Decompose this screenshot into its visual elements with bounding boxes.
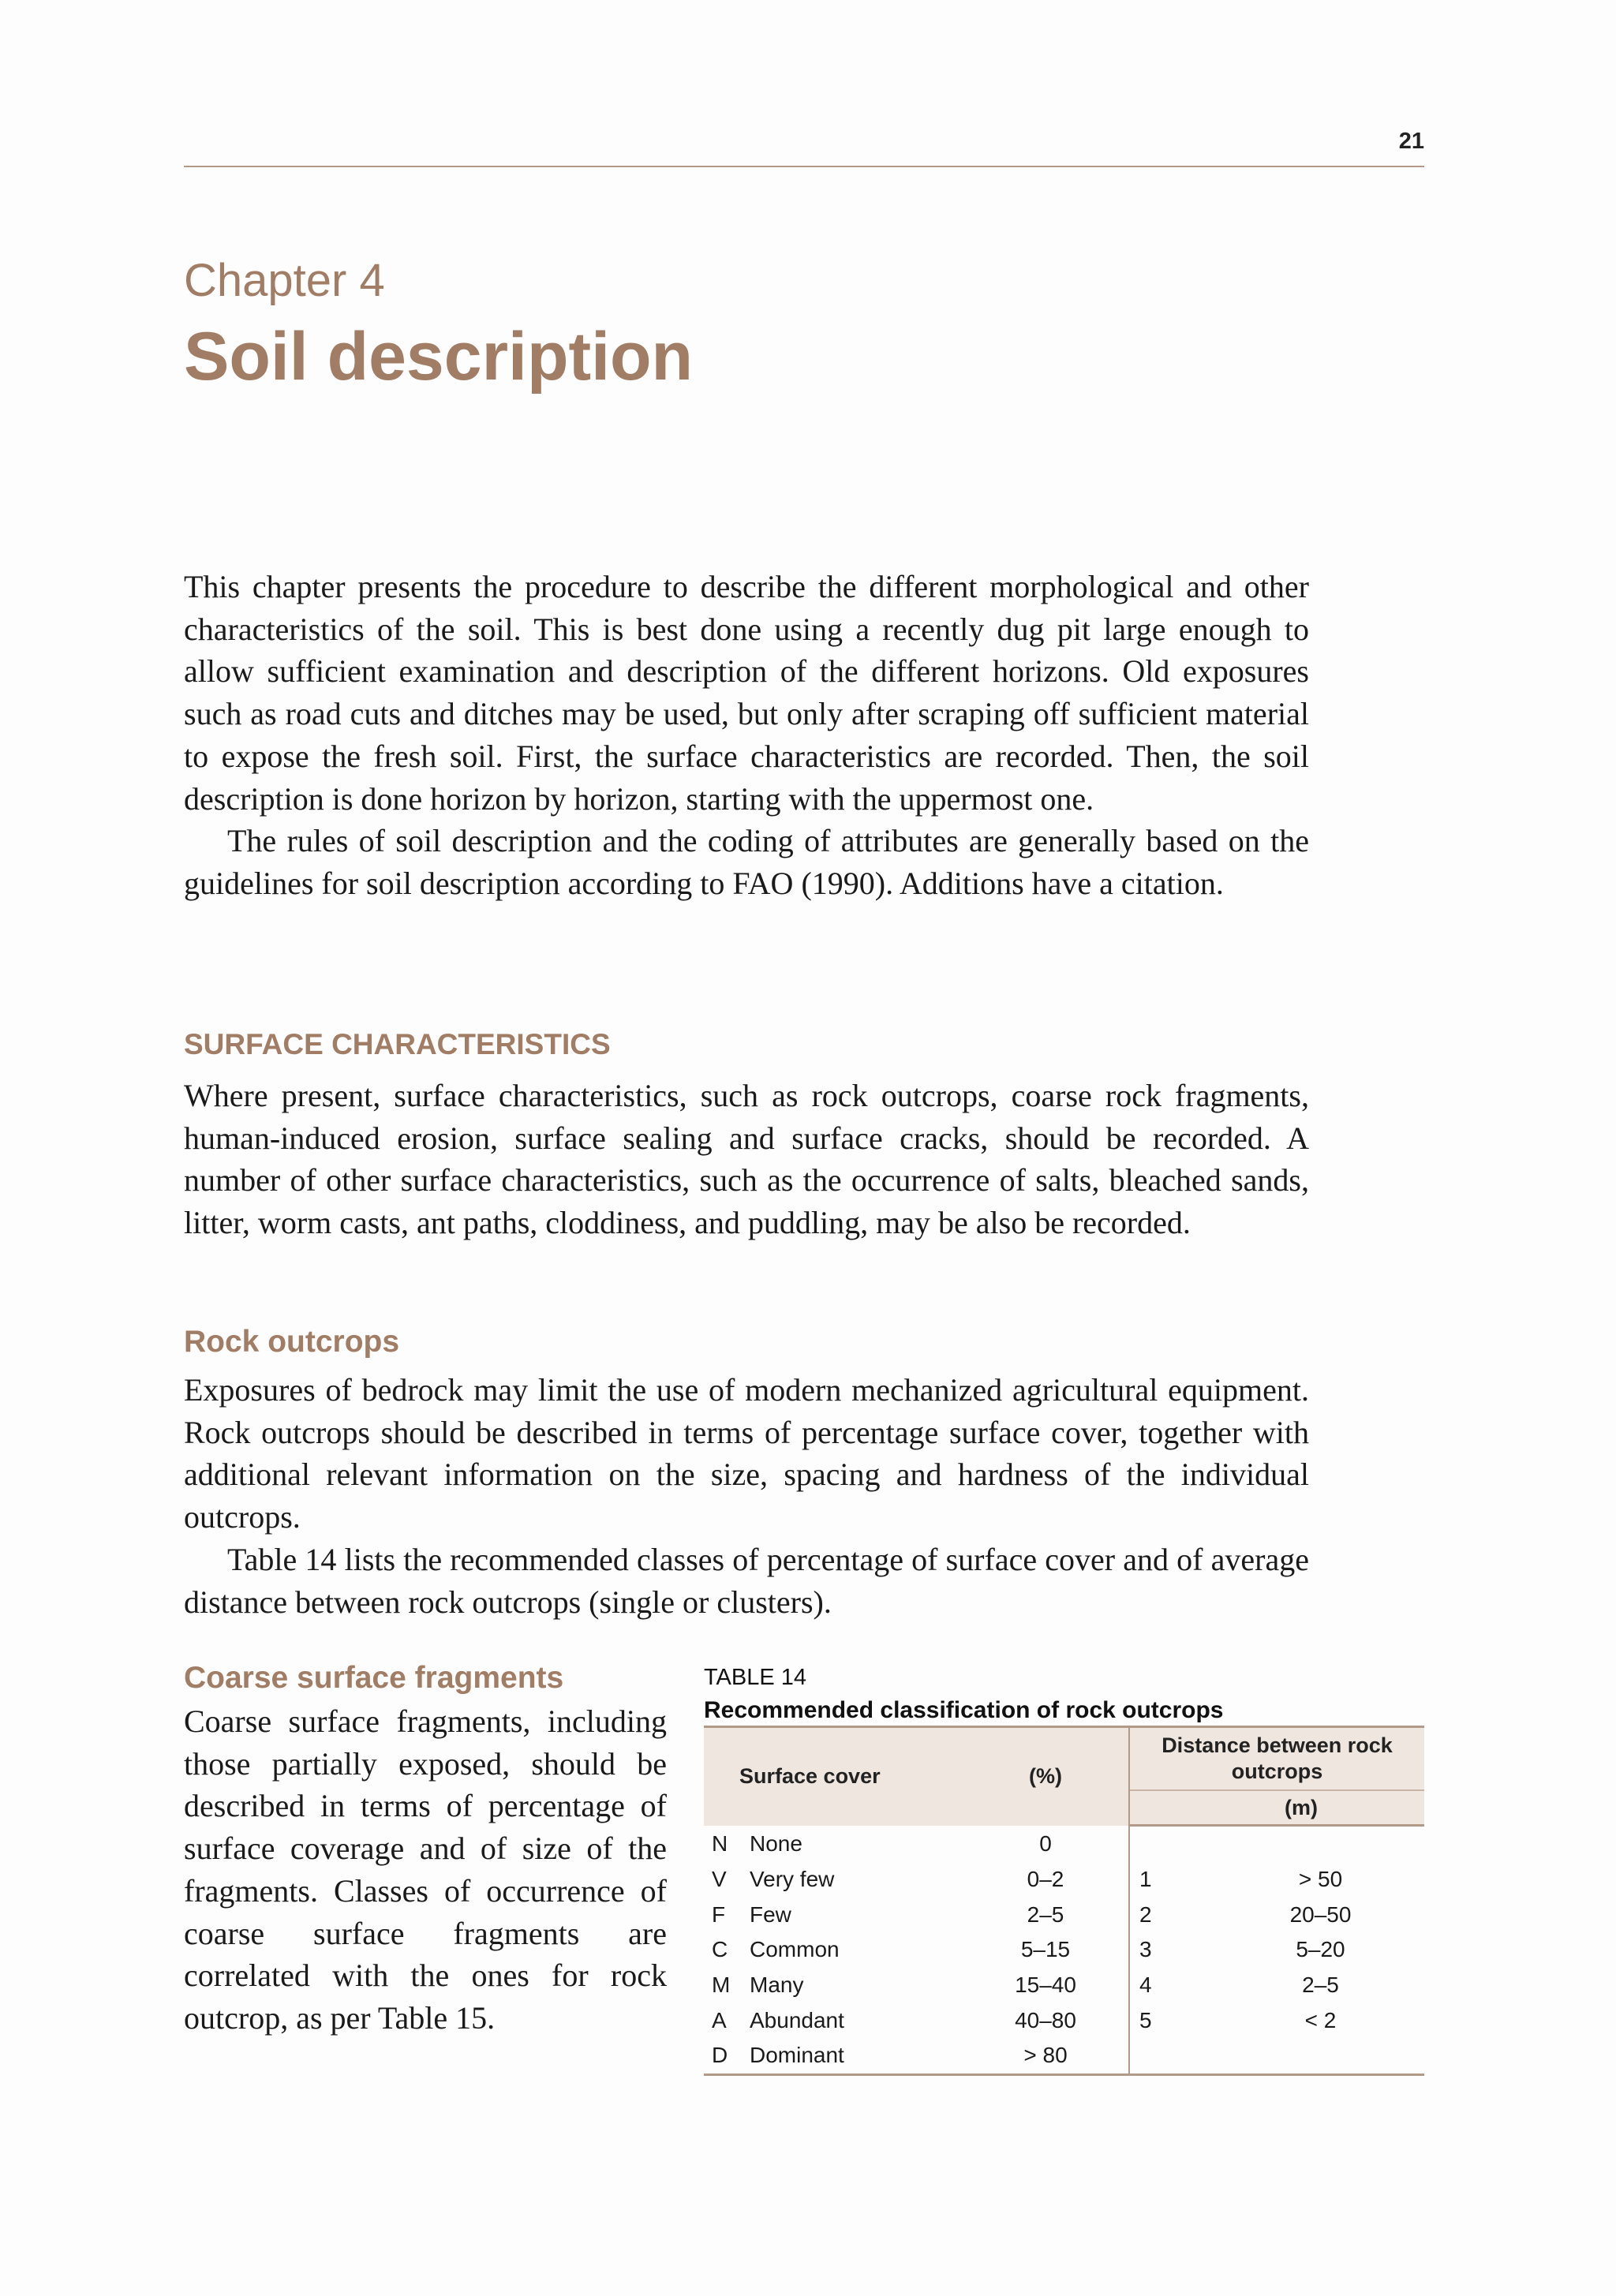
- table-row: [704, 1968, 1424, 2003]
- table-row: [704, 2002, 1424, 2038]
- chapter-title: Soil description: [184, 319, 694, 395]
- row-percent: > 80: [963, 2038, 1129, 2074]
- header-percent: (%): [963, 1727, 1129, 1826]
- surface-characteristics-heading: SURFACE CHARACTERISTICS: [184, 1028, 611, 1060]
- intro-paragraph-1: This chapter presents the procedure to describe the different morphological and other characteristics of the soil. This is best done using a recently dug pit large enough to allow sufficient examination and description of the different horizons. Old exposures such as road cuts and ditches may be used, but only after scraping off sufficient material to expose the fresh soil. First, the surface characteristics are recorded. Then, the soil description is done horizon by horizon, starting with the uppermost one.: [184, 569, 1309, 817]
- row-percent: 40–80: [1015, 2007, 1076, 2032]
- surface-characteristics-paragraph: Where present, surface characteristics, such as rock outcrops, coarse rock fragments, human-induced erosion, surface sealing and surface cracks, should be recorded. A number of other surface characteristics, such as the occurrence of salts, bleached sands, litter, worm casts, ant paths, cloddiness, and puddling, may be also be recorded.: [184, 1078, 1309, 1241]
- row-code: A: [712, 2007, 727, 2032]
- row-label: Very few: [750, 1867, 835, 1892]
- row-code: V: [712, 1867, 727, 1892]
- table-row: [704, 1897, 1424, 1932]
- chapter-label: Chapter 4: [184, 255, 385, 306]
- table-row: [704, 1932, 1424, 1968]
- row-percent: 2–5: [1027, 1901, 1064, 1927]
- row-label: Many: [750, 1973, 804, 1998]
- row-label: Dominant: [750, 2038, 963, 2074]
- coarse-fragments-section: [184, 1700, 667, 2040]
- row-distance-code: 1: [1129, 1862, 1217, 1898]
- table-label: TABLE 14: [704, 1665, 807, 1690]
- row-label: Few: [750, 1901, 791, 1927]
- row-distance: [1217, 1826, 1424, 1862]
- rock-outcrops-section: [184, 1369, 1309, 1623]
- row-code: M: [712, 1973, 731, 1998]
- intro-paragraph-2: The rules of soil description and the coding of attributes are generally based on the guidelines for soil description according to FAO (1990). Additions have a citation.: [184, 823, 1309, 901]
- header-distance: Distance between rock outcrops: [1129, 1727, 1424, 1791]
- row-distance: 20–50: [1289, 1901, 1352, 1927]
- intro-section: [184, 566, 1309, 905]
- row-distance-code: 2: [1129, 1897, 1217, 1932]
- header-surface-cover: Surface cover: [704, 1727, 963, 1826]
- row-distance: [1217, 2038, 1424, 2074]
- coarse-fragments-heading: Coarse surface fragments: [184, 1661, 564, 1695]
- row-distance-code: 4: [1129, 1968, 1217, 2003]
- header-distance-unit: (m): [1129, 1790, 1424, 1826]
- coarse-fragments-paragraph: Coarse surface fragments, including those partially exposed, should be described in terms of percentage of surface coverage and of size of the fragments. Classes of occurrence of coarse surface fragments are correlated with the ones for rock outcrop, as per Table 15.: [184, 1703, 667, 2036]
- row-distance: < 2: [1304, 2007, 1337, 2032]
- page-number: 21: [1398, 129, 1424, 154]
- row-code: C: [712, 1937, 728, 1962]
- surface-characteristics-section: [184, 1075, 1309, 1244]
- row-distance-code: [1129, 1826, 1217, 1862]
- row-distance-code: 3: [1129, 1932, 1217, 1968]
- row-distance-code: 5: [1129, 2002, 1217, 2038]
- table-row: [704, 1826, 1424, 1862]
- row-percent: 15–40: [1015, 1973, 1076, 1998]
- table-row: [704, 2038, 1424, 2074]
- row-percent: 0–2: [1027, 1867, 1064, 1892]
- row-code: D: [704, 2038, 750, 2074]
- row-distance: 2–5: [1302, 1973, 1339, 1998]
- rock-outcrops-paragraph-2: Table 14 lists the recommended classes of percentage of surface cover and of average distance between rock outcrops (single or clusters).: [184, 1541, 1309, 1620]
- table-row: [704, 1862, 1424, 1898]
- row-code: F: [712, 1901, 726, 1927]
- row-label: None: [750, 1830, 802, 1856]
- row-distance-code: [1129, 2038, 1217, 2074]
- table-title: Recommended classification of rock outcrops: [704, 1697, 1224, 1723]
- row-distance: > 50: [1298, 1867, 1343, 1892]
- rock-outcrops-paragraph-1: Exposures of bedrock may limit the use of modern mechanized agricultural equipment. Rock outcrops should be described in terms of percentage surface cover, together with additional relevant information on the size, spacing and hardness of the individual outcrops.: [184, 1372, 1309, 1535]
- row-percent: 0: [1039, 1830, 1052, 1856]
- row-label: Common: [750, 1937, 840, 1962]
- table-body: [704, 1826, 1424, 2075]
- rock-outcrops-heading: Rock outcrops: [184, 1325, 400, 1359]
- row-code: N: [712, 1830, 728, 1856]
- row-distance: 5–20: [1296, 1937, 1345, 1962]
- row-label: Abundant: [750, 2007, 844, 2032]
- rock-outcrops-table: [704, 1726, 1424, 2076]
- header-rule: [184, 166, 1424, 167]
- row-percent: 5–15: [1020, 1937, 1071, 1962]
- table-caption: [704, 1661, 1224, 1727]
